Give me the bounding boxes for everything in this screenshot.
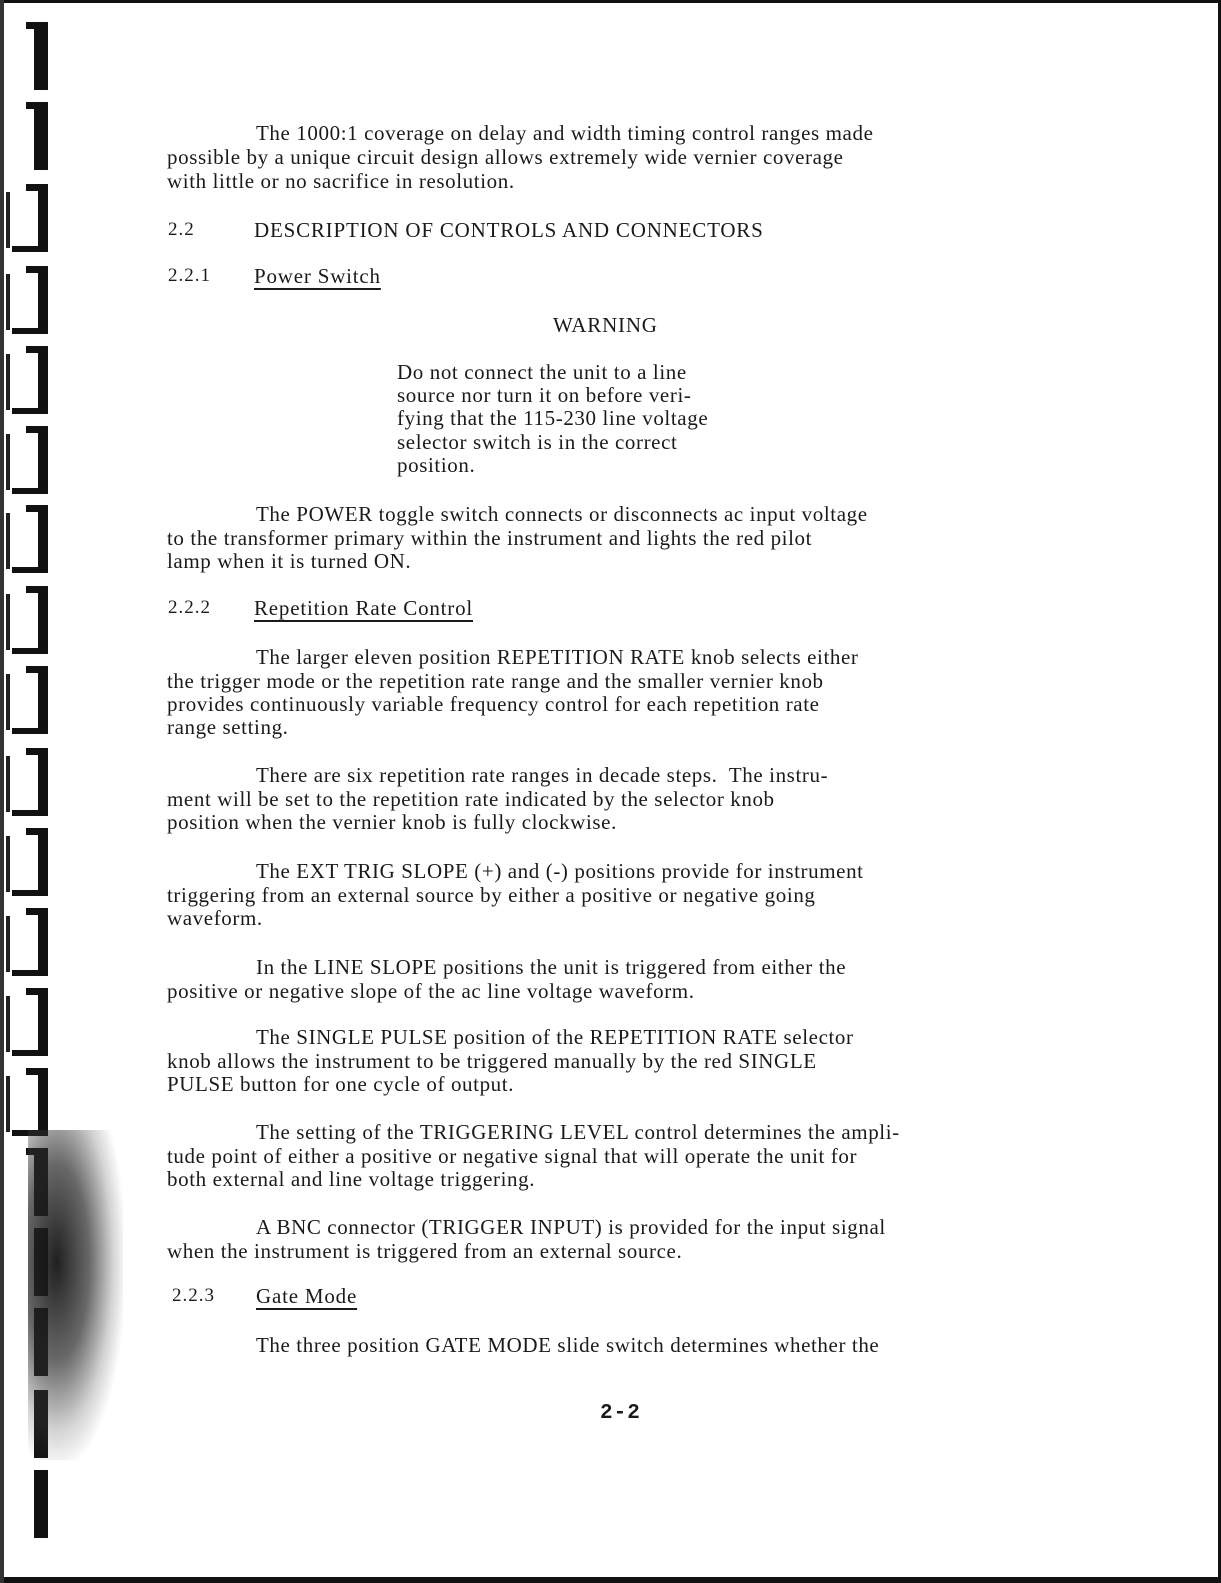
section-title: DESCRIPTION OF CONTROLS AND CONNECTORS <box>254 218 764 242</box>
body-line: The three position GATE MODE slide switch determines whether the <box>256 1333 880 1357</box>
subsection-title: Gate Mode <box>256 1284 358 1308</box>
body-line: both external and line voltage triggering. <box>167 1167 536 1191</box>
intro-line: with little or no sacrifice in resolution. <box>167 169 515 193</box>
body-line: The SINGLE PULSE position of the REPETITION RATE selector <box>256 1025 854 1049</box>
subsection-number: 2.2.1 <box>168 265 211 286</box>
warning-line: Do not connect the unit to a line <box>397 360 687 384</box>
body-line: provides continuously variable frequency control for each repetition rate <box>167 692 820 716</box>
body-line: PULSE button for one cycle of output. <box>167 1072 515 1096</box>
body-line: There are six repetition rate ranges in decade steps. The instru- <box>256 763 829 787</box>
subsection-number: 2.2.3 <box>172 1285 215 1306</box>
body-line: the trigger mode or the repetition rate range and the smaller vernier knob <box>167 669 824 693</box>
subsection-title: Repetition Rate Control <box>254 596 474 620</box>
body-line: tude point of either a positive or negative signal that will operate the unit for <box>167 1144 858 1168</box>
warning-title: WARNING <box>553 313 658 337</box>
section-number: 2.2 <box>168 219 195 240</box>
warning-line: fying that the 115-230 line voltage <box>397 406 709 430</box>
body-line: to the transformer primary within the instrument and lights the red pilot <box>167 526 813 550</box>
body-line: position when the vernier knob is fully clockwise. <box>167 810 617 834</box>
intro-line: The 1000:1 coverage on delay and width timing control ranges made <box>256 121 874 145</box>
subsection-title: Power Switch <box>254 264 381 288</box>
body-line: positive or negative slope of the ac line voltage waveform. <box>167 979 695 1003</box>
warning-line: source nor turn it on before veri- <box>397 383 692 407</box>
body-line: ment will be set to the repetition rate indicated by the selector knob <box>167 787 775 811</box>
body-line: The setting of the TRIGGERING LEVEL control determines the ampli- <box>256 1120 900 1144</box>
body-line: The EXT TRIG SLOPE (+) and (-) positions provide for instrument <box>256 859 864 883</box>
body-line: range setting. <box>167 715 289 739</box>
intro-line: possible by a unique circuit design allows extremely wide vernier coverage <box>167 145 844 169</box>
warning-line: position. <box>397 453 476 477</box>
body-line: when the instrument is triggered from an external source. <box>167 1239 683 1263</box>
warning-line: selector switch is in the correct <box>397 430 678 454</box>
body-line: A BNC connector (TRIGGER INPUT) is provided for the input signal <box>256 1215 886 1239</box>
page-number: 2-2 <box>600 1402 641 1425</box>
body-line: lamp when it is turned ON. <box>167 549 412 573</box>
body-line: triggering from an external source by either a positive or negative going <box>167 883 816 907</box>
subsection-number: 2.2.2 <box>168 597 211 618</box>
body-line: knob allows the instrument to be triggered manually by the red SINGLE <box>167 1049 817 1073</box>
body-line: In the LINE SLOPE positions the unit is triggered from either the <box>256 955 847 979</box>
body-line: The larger eleven position REPETITION RATE knob selects either <box>256 645 859 669</box>
body-line: waveform. <box>167 906 263 930</box>
body-line: The POWER toggle switch connects or disconnects ac input voltage <box>256 502 868 526</box>
